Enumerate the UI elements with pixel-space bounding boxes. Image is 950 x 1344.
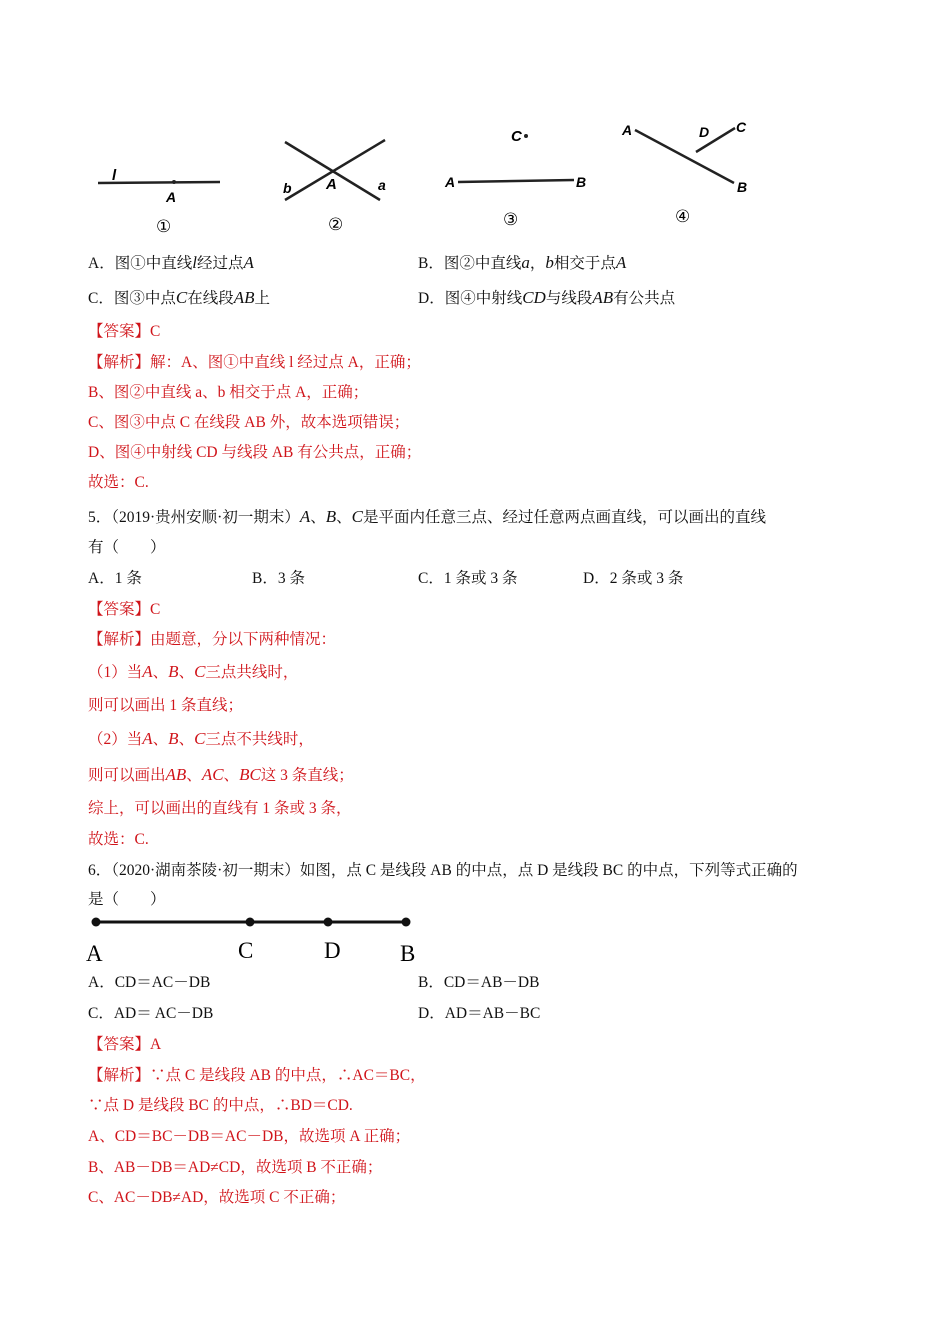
q6-analysis-line: 【解析】∵点 C 是线段 AB 的中点，∴AC＝BC，	[88, 1067, 426, 1084]
q4-answer: 【答案】C	[88, 323, 161, 340]
fig2-number: ②	[328, 215, 344, 234]
fig3-label-c: C	[511, 128, 522, 145]
label-b: B	[400, 941, 416, 966]
q6-analysis-line: A、CD＝BC－DB＝AC－DB，故选项 A 正确；	[88, 1128, 411, 1145]
point-d	[324, 918, 333, 927]
q5-stem: 5．（2019·贵州安顺·初一期末）A、B、C是平面内任意三点、经过任意两点画直线，可以画出的直线	[88, 507, 766, 526]
q5-analysis-line: 则可以画出 1 条直线；	[88, 697, 244, 714]
figure-2-intersecting-lines	[283, 140, 386, 234]
q4-analysis-line: 故选：C.	[88, 474, 149, 491]
fig2-label-a: a	[378, 177, 386, 193]
label-c: C	[238, 938, 254, 963]
q5-analysis-line: 故选：C.	[88, 831, 149, 848]
fig1-label-a: A	[166, 189, 177, 205]
q6-analysis-line: C、AC－DB≠AD，故选项 C 不正确；	[88, 1189, 346, 1206]
q5-case-2: （2）当A、B、C三点不共线时，	[88, 729, 314, 748]
q5-analysis-line: 【解析】由题意，分以下两种情况：	[88, 631, 337, 648]
q5-case-1: （1）当A、B、C三点共线时，	[88, 662, 299, 681]
q6-option-d: D．AD＝AB－BC	[418, 1005, 541, 1022]
q6-answer: 【答案】A	[88, 1036, 162, 1053]
fig4-label-c: C	[736, 119, 747, 135]
q6-analysis-line: ∵点 D 是线段 BC 的中点，∴BD＝CD.	[88, 1097, 353, 1114]
q4-option-b: B．图②中直线a，b相交于点A	[418, 253, 627, 272]
q5-option-a: A．1 条	[88, 570, 142, 587]
q6-option-a: A．CD＝AC－DB	[88, 974, 211, 991]
q6-option-b: B．CD＝AB－DB	[418, 974, 540, 991]
q6-stem-line2: 是（ ）	[88, 891, 166, 908]
q6-analysis-line: B、AB－DB＝AD≠CD，故选项 B 不正确；	[88, 1159, 383, 1176]
q4-analysis-line: B、图②中直线 a、b 相交于点 A，正确；	[88, 384, 369, 401]
q5-analysis-line: 综上，可以画出的直线有 1 条或 3 条，	[88, 800, 352, 817]
q5-option-d: D．2 条或 3 条	[583, 570, 684, 587]
fig1-number: ①	[156, 217, 172, 236]
q4-option-c: C．图③中点C在线段AB上	[88, 288, 270, 307]
q4-option-a: A．图①中直线l经过点A	[88, 253, 254, 272]
fig4-label-d: D	[699, 124, 710, 140]
q5-answer: 【答案】C	[88, 601, 161, 618]
fig2-label-a-point: A	[326, 176, 337, 193]
fig3-label-a: A	[445, 174, 456, 190]
fig4-label-a: A	[622, 122, 633, 138]
figure-1-line-through-point	[98, 167, 220, 236]
figure-4-ray-and-segment	[621, 119, 747, 226]
q5-three-lines: 则可以画出AB、AC、BC这 3 条直线；	[88, 765, 354, 784]
q4-analysis-line: C、图③中点 C 在线段 AB 外，故本选项错误；	[88, 414, 410, 431]
segment-figure	[84, 910, 434, 970]
fig4-label-b: B	[737, 179, 748, 195]
figures-row	[90, 110, 770, 240]
q6-option-c: C．AD＝ AC－DB	[88, 1005, 214, 1022]
fig3-label-b: B	[576, 174, 587, 190]
q4-analysis-line: D、图④中射线 CD 与线段 AB 有公共点，正确；	[88, 444, 422, 461]
point-b	[402, 918, 411, 927]
q4-option-d: D．图④中射线CD与线段AB有公共点	[418, 288, 676, 307]
q4-analysis-line: 【解析】解：A、图①中直线 l 经过点 A，正确；	[88, 354, 421, 371]
q6-stem: 6．（2020·湖南茶陵·初一期末）如图，点 C 是线段 AB 的中点，点 D 是线段 BC 的中点，下列等式正确的	[88, 862, 798, 879]
fig2-label-b: b	[283, 180, 292, 196]
point-c	[246, 918, 255, 927]
q5-option-c: C．1 条或 3 条	[418, 570, 518, 587]
figure-3-point-and-segment	[444, 128, 586, 229]
fig4-number: ④	[675, 207, 691, 226]
label-d: D	[324, 938, 341, 963]
q5-option-b: B．3 条	[252, 570, 305, 587]
fig1-label-l: l	[112, 167, 117, 184]
q5-stem-line2: 有（ ）	[88, 539, 166, 556]
point-a	[92, 918, 101, 927]
fig3-number: ③	[503, 210, 519, 229]
label-a: A	[86, 941, 103, 966]
